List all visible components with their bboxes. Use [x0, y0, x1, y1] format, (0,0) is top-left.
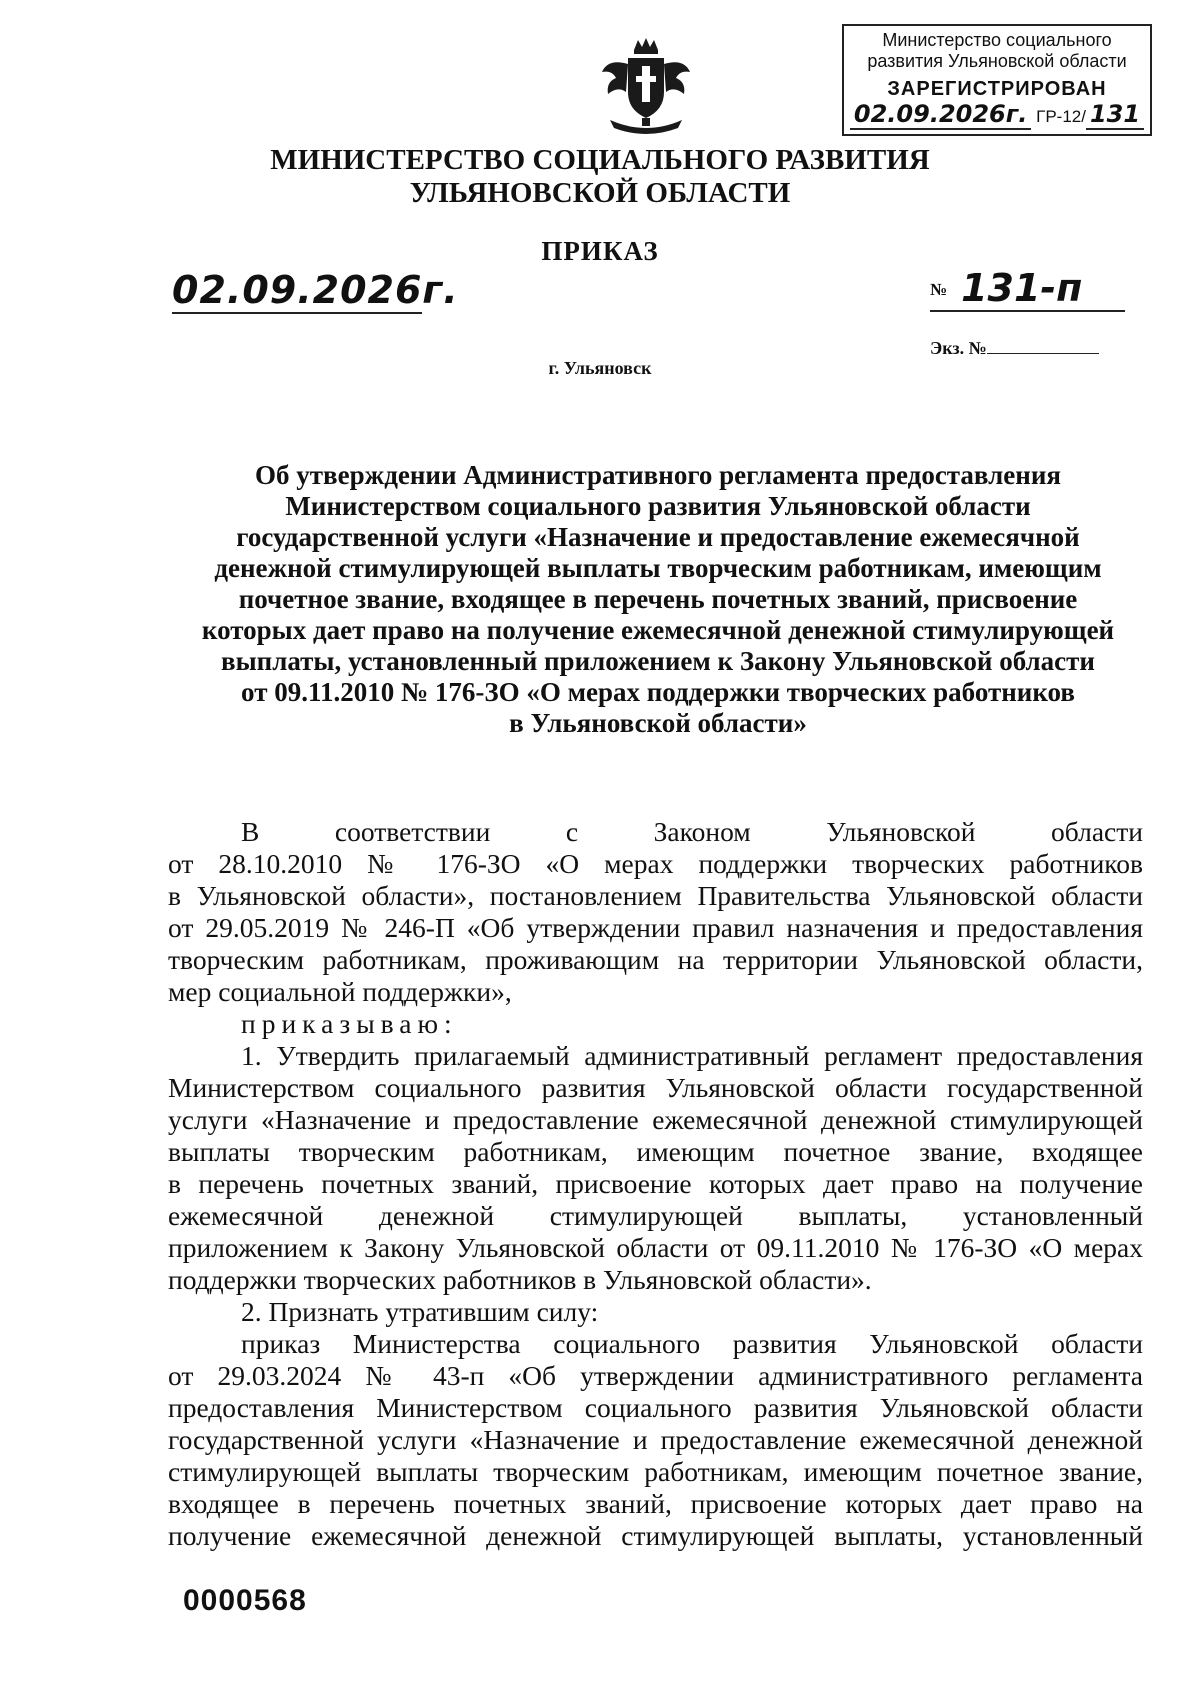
document-serial-number: 0000568: [183, 1584, 307, 1617]
stamp-reg-prefix: ГР-12/: [1036, 107, 1086, 126]
stamp-reg-number: 131: [1086, 100, 1144, 130]
coat-of-arms-icon: [598, 38, 694, 138]
body-line: поддержки творческих работников в Ульяновской области».: [168, 1264, 872, 1295]
stamp-line-2: развития Ульяновской области: [867, 51, 1127, 71]
body-line: предоставления Министерством социального развития Ульяновской области: [168, 1392, 1143, 1423]
title-line: государственной услуги «Назначение и предоставление ежемесячной: [236, 522, 1080, 552]
body-line: 1. Утвердить прилагаемый административный регламент предоставления: [241, 1040, 1143, 1071]
body-line: мер социальной поддержки»,: [168, 976, 512, 1007]
body-line: в Ульяновской области», постановлением Правительства Ульяновской области: [168, 880, 1143, 911]
body-line: от 29.03.2024 № 43-п «Об утверждении административного регламента: [168, 1360, 1143, 1391]
order-date: 02.09.2026г.: [172, 268, 459, 312]
title-line: выплаты, установленный приложением к Закону Ульяновской области: [221, 646, 1095, 676]
order-number: 131-п: [961, 266, 1083, 310]
ministry-name-line-1: МИНИСТЕРСТВО СОЦИАЛЬНОГО РАЗВИТИЯ: [270, 144, 930, 176]
body-line: получение ежемесячной денежной стимулирующей выплаты, установленный: [168, 1520, 1143, 1551]
body-line: творческим работникам, проживающим на территории Ульяновской области,: [168, 944, 1143, 975]
copy-number-label: Экз. №: [930, 338, 987, 358]
ministry-name-line-2: УЛЬЯНОВСКОЙ ОБЛАСТИ: [409, 177, 791, 209]
title-line: Министерством социального развития Ульяновской области: [285, 491, 1031, 521]
body-line: в перечень почетных званий, присвоение которых дает право на получение: [168, 1168, 1143, 1199]
stamp-reg-date: 02.09.2026г.: [850, 100, 1031, 130]
copy-number-field: [930, 338, 1099, 359]
body-line: стимулирующей выплаты творческим работникам, имеющим почетное звание,: [168, 1456, 1143, 1487]
ministry-name: [0, 144, 1200, 210]
copy-number-blank: [987, 353, 1099, 354]
body-line: услуги «Назначение и предоставление ежемесячной денежной стимулирующей: [168, 1104, 1143, 1135]
title-line: почетное звание, входящее в перечень почетных званий, присвоение: [238, 584, 1078, 614]
title-line: которых дает право на получение ежемесячной денежной стимулирующей: [201, 615, 1115, 645]
document-type: ПРИКАЗ: [541, 236, 659, 266]
body-line: ежемесячной денежной стимулирующей выплаты, установленный: [168, 1200, 1143, 1231]
title-line: от 09.11.2010 № 176-ЗО «О мерах поддержки творческих работников: [241, 677, 1075, 707]
document-body: [168, 816, 1143, 1552]
body-line: выплаты творческим работникам, имеющим почетное звание, входящее: [168, 1136, 1143, 1167]
order-number-field: [930, 266, 1125, 312]
title-line: денежной стимулирующей выплаты творческим работникам, имеющим: [214, 553, 1102, 583]
body-line: 2. Признать утратившим силу:: [241, 1296, 599, 1327]
body-line: Министерством социального развития Ульяновской области государственной: [168, 1072, 1143, 1103]
body-line: входящее в перечень почетных званий, присвоение которых дает право на: [168, 1488, 1143, 1519]
title-line: в Ульяновской области»: [509, 708, 807, 738]
registration-stamp: [842, 24, 1152, 136]
document-title: [168, 460, 1148, 739]
number-sign: №: [930, 280, 948, 299]
stamp-registration: [844, 100, 1150, 128]
body-line: государственной услуги «Назначение и предоставление ежемесячной денежной: [168, 1424, 1143, 1455]
body-line: приложением к Закону Ульяновской области от 09.11.2010 № 176-ЗО «О мерах: [168, 1232, 1143, 1263]
body-line: от 28.10.2010 № 176-ЗО «О мерах поддержки творческих работников: [168, 848, 1143, 879]
body-line: приказ Министерства социального развития Ульяновской области: [241, 1328, 1143, 1359]
title-line: Об утверждении Административного регламента предоставления: [255, 460, 1061, 490]
body-line: от 29.05.2019 № 246-П «Об утверждении правил назначения и предоставления: [168, 912, 1143, 943]
order-verb: приказываю:: [241, 1008, 458, 1039]
stamp-line-1: Министерство социального: [882, 30, 1112, 50]
order-date-field: [172, 268, 459, 314]
city: г. Ульяновск: [548, 358, 652, 378]
body-line: В соответствии с Законом Ульяновской области: [241, 816, 1143, 847]
stamp-title: ЗАРЕГИСТРИРОВАН: [887, 78, 1107, 100]
